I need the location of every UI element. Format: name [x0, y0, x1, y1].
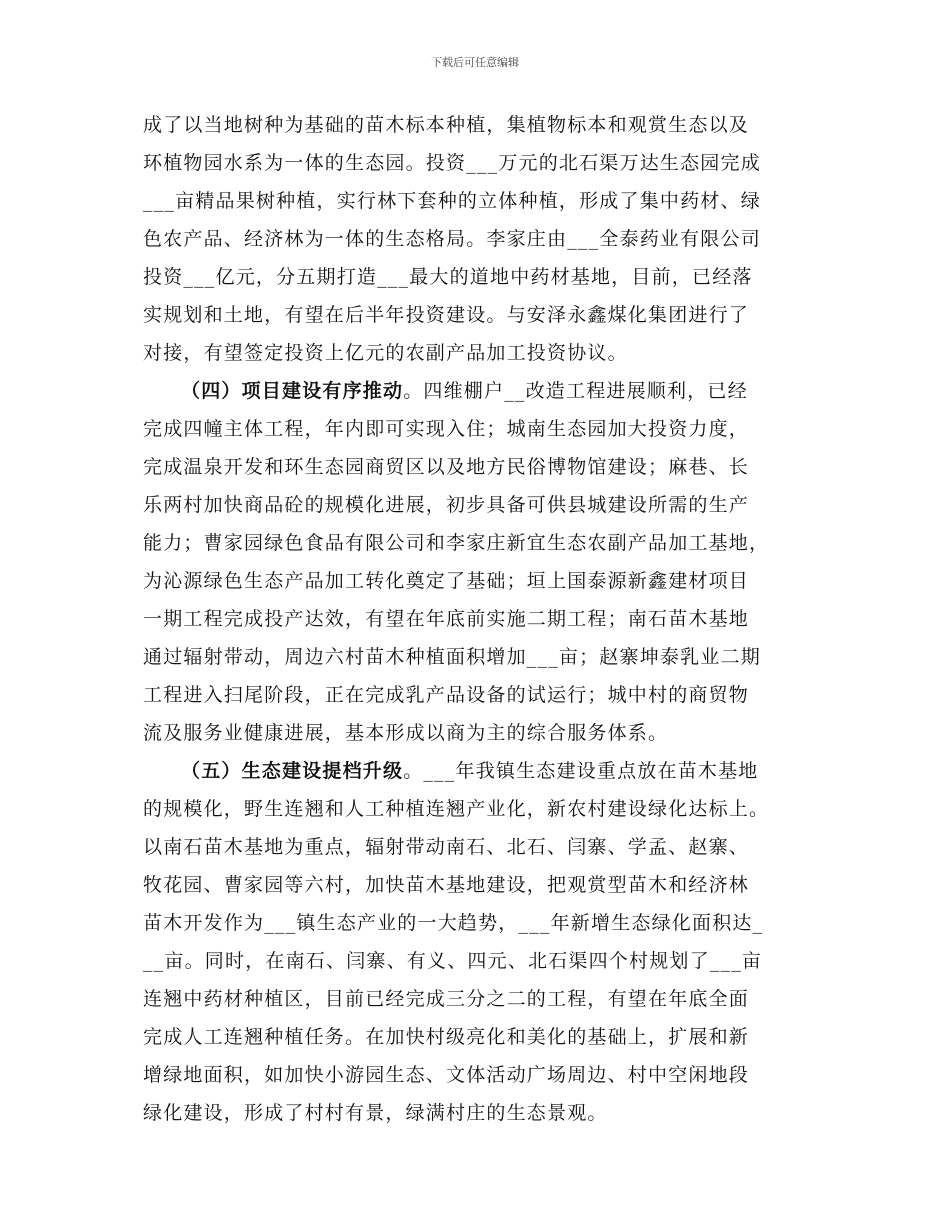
text-line: 连翘中药材种植区，目前已经完成三分之二的工程，有望在年底全面 — [143, 988, 750, 1010]
section-heading: （四）项目建设有序推动 — [181, 380, 404, 402]
paragraph-section-5 — [143, 752, 823, 1132]
document-body — [143, 106, 823, 1132]
text-line: 投资___亿元，分五期打造___最大的道地中药材基地，目前，已经落 — [143, 266, 753, 288]
text-line: 一期工程完成投产达效，有望在年底前实施二期工程；南石苗木基地 — [143, 608, 750, 630]
text-line: 苗木开发作为___镇生态产业的一大趋势，___年新增生态绿化面积达_ — [143, 912, 764, 934]
text-run: 。___年我镇生态建设重点放在苗木基地 — [403, 760, 759, 782]
text-line: 增绿地面积，如加快小游园生态、文体活动广场周边、村中空闲地段 — [143, 1064, 750, 1086]
text-line: 能力；曹家园绿色食品有限公司和李家庄新宜生态农副产品加工基地， — [143, 532, 770, 554]
text-line: 的规模化，野生连翘和人工种植连翘产业化，新农村建设绿化达标上。 — [143, 798, 770, 820]
text-line: 完成四幢主体工程，年内即可实现入住；城南生态园加大投资力度， — [143, 418, 750, 440]
text-line — [143, 752, 823, 790]
text-line: 以南石苗木基地为重点，辐射带动南石、北石、闫寨、学孟、赵寨、 — [143, 836, 750, 858]
paragraph-section-4 — [143, 372, 823, 752]
text-line: 通过辐射带动，周边六村苗木种植面积增加___亩；赵寨坤泰乳业二期 — [143, 646, 761, 668]
text-line — [143, 372, 823, 410]
text-line: 环植物园水系为一体的生态园。投资___万元的北石渠万达生态园完成 — [143, 152, 761, 174]
page-header: 下载后可任意编辑 — [431, 56, 519, 69]
paragraph-intro — [143, 106, 823, 372]
text-line: 色农产品、经济林为一体的生态格局。李家庄由___全泰药业有限公司 — [143, 228, 761, 250]
text-line: 完成温泉开发和环生态园商贸区以及地方民俗博物馆建设；麻巷、长 — [143, 456, 750, 478]
text-line: 完成人工连翘种植任务。在加快村级亮化和美化的基础上，扩展和新 — [143, 1026, 750, 1048]
section-heading: （五）生态建设提档升级 — [181, 760, 404, 782]
text-line: 成了以当地树种为基础的苗木标本种植，集植物标本和观赏生态以及 — [143, 114, 750, 136]
text-line: 对接，有望签定投资上亿元的农副产品加工投资协议。 — [143, 342, 628, 364]
text-line: __亩。同时，在南石、闫寨、有义、四元、北石渠四个村规划了___亩 — [143, 950, 763, 972]
text-line: 绿化建设，形成了村村有景，绿满村庄的生态景观。 — [143, 1102, 608, 1124]
text-line: 工程进入扫尾阶段，正在完成乳产品设备的试运行；城中村的商贸物 — [143, 684, 750, 706]
text-line: ___亩精品果树种植，实行林下套种的立体种植，形成了集中药材、绿 — [143, 190, 761, 212]
text-line: 实规划和土地，有望在后半年投资建设。与安泽永鑫煤化集团进行了 — [143, 304, 750, 326]
text-run: 。四维棚户__改造工程进展顺利，已经 — [403, 380, 748, 402]
text-line: 乐两村加快商品砼的规模化进展，初步具备可供县城建设所需的生产 — [143, 494, 750, 516]
text-line: 为沁源绿色生态产品加工转化奠定了基础；垣上国泰源新鑫建材项目 — [143, 570, 750, 592]
text-line: 流及服务业健康进展，基本形成以商为主的综合服务体系。 — [143, 722, 669, 744]
text-line: 牧花园、曹家园等六村，加快苗木基地建设，把观赏型苗木和经济林 — [143, 874, 750, 896]
